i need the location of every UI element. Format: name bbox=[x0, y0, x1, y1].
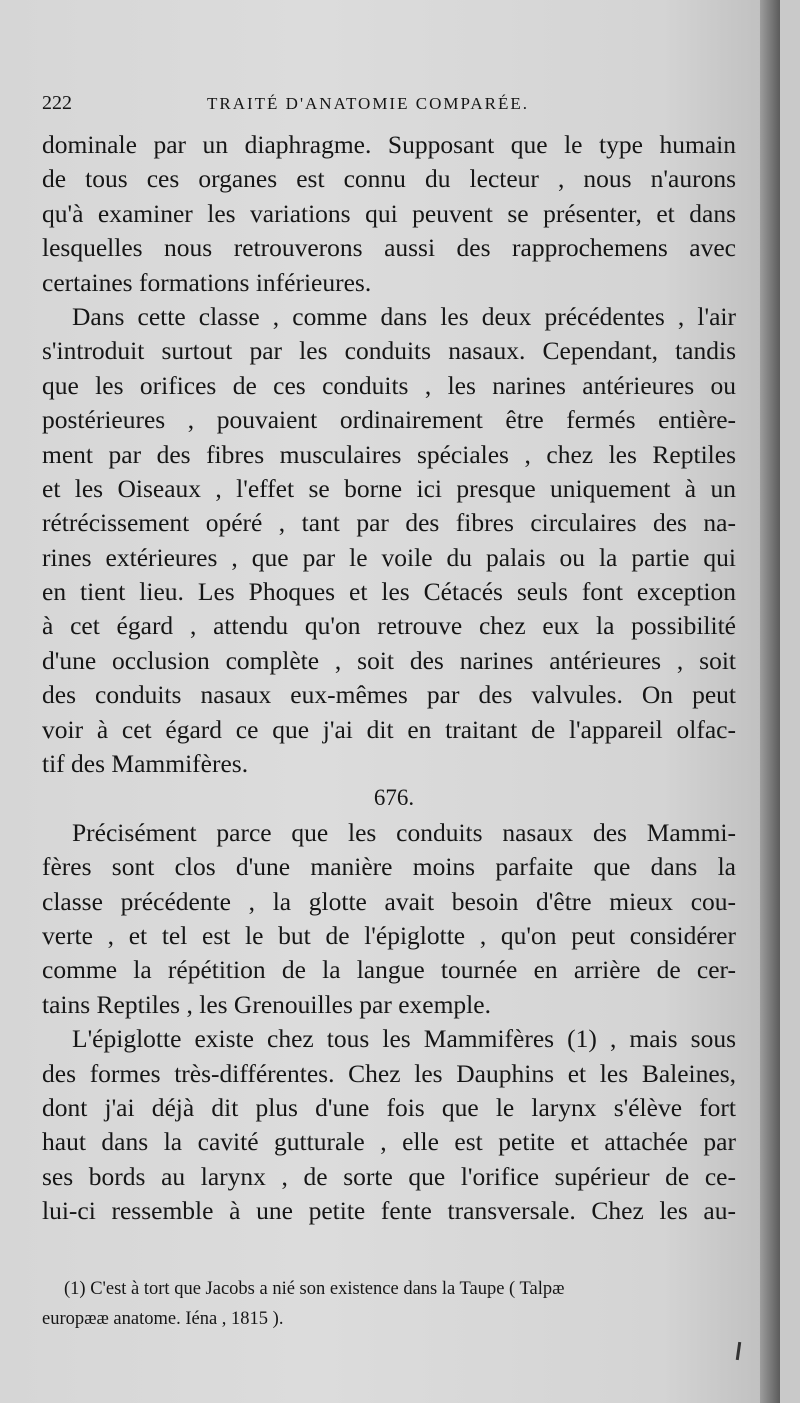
text-line: en tient lieu. Les Phoques et les Cétacés seuls font exception bbox=[42, 577, 736, 607]
text-line: des conduits nasaux eux-mêmes par des valvules. On peut bbox=[42, 680, 736, 710]
text-line: d'une occlusion complète , soit des narines antérieures , soit bbox=[42, 645, 736, 675]
text-line: ses bords au larynx , de sorte que l'orifice supérieur de ce- bbox=[42, 1161, 736, 1191]
text-line: qu'à examiner les variations qui peuvent se présenter, et dans bbox=[42, 198, 736, 228]
running-title: TRAITÉ D'ANATOMIE COMPARÉE. bbox=[207, 94, 529, 113]
text-line: rines extérieures , que par le voile du palais ou la partie qui bbox=[42, 542, 736, 572]
text-line: dont j'ai déjà dit plus d'une fois que le larynx s'élève fort bbox=[42, 1092, 736, 1122]
text-line: et les Oiseaux , l'effet se borne ici presque uniquement à un bbox=[42, 473, 736, 503]
text-line: L'épiglotte existe chez tous les Mammifères (1) , mais sous bbox=[72, 1024, 736, 1054]
footnote-line: (1) C'est à tort que Jacobs a nié son existence dans la Taupe ( Talpæ bbox=[64, 1278, 565, 1299]
text-line: des formes très-différentes. Chez les Dauphins et les Baleines, bbox=[42, 1058, 736, 1088]
paragraph-1 bbox=[42, 128, 736, 300]
text-line: que les orifices de ces conduits , les narines antérieures ou bbox=[42, 370, 736, 400]
paragraph-4 bbox=[42, 1022, 736, 1228]
text-line: comme la répétition de la langue tournée en arrière de cer- bbox=[42, 955, 736, 985]
paragraph-3 bbox=[42, 816, 736, 1022]
margin-mark bbox=[736, 1342, 741, 1360]
text-line: à cet égard , attendu qu'on retrouve chez eux la possibilité bbox=[42, 611, 736, 641]
page-header bbox=[42, 92, 736, 128]
text-line: classe précédente , la glotte avait besoin d'être mieux cou- bbox=[42, 886, 736, 916]
text-line: lesquelles nous retrouverons aussi des rapprochemens avec bbox=[42, 233, 736, 263]
text-line: de tous ces organes est connu du lecteur , nous n'aurons bbox=[42, 164, 736, 194]
page-edge-shadow bbox=[760, 0, 780, 1403]
text-line: tains Reptiles , les Grenouilles par exemple. bbox=[42, 989, 491, 1019]
text-line: lui-ci ressemble à une petite fente transversale. Chez les au- bbox=[42, 1196, 736, 1226]
text-line: tif des Mammifères. bbox=[42, 749, 249, 779]
text-line: Dans cette classe , comme dans les deux précédentes , l'air bbox=[72, 301, 736, 331]
page-number: 222 bbox=[42, 92, 72, 114]
text-line: certaines formations inférieures. bbox=[42, 267, 372, 297]
text-line: verte , et tel est le but de l'épiglotte , qu'on peut considérer bbox=[42, 920, 736, 950]
paragraph-2 bbox=[42, 300, 736, 781]
text-line: dominale par un diaphragme. Supposant que le type humain bbox=[42, 130, 736, 159]
text-line: rétrécissement opéré , tant par des fibres circulaires des na- bbox=[42, 508, 736, 538]
footnote-line: europææ anatome. Iéna , 1815 ). bbox=[42, 1308, 284, 1329]
text-line: postérieures , pouvaient ordinairement être fermés entière- bbox=[42, 405, 736, 435]
text-line: fères sont clos d'une manière moins parfaite que dans la bbox=[42, 852, 736, 882]
text-line: s'introduit surtout par les conduits nasaux. Cependant, tandis bbox=[42, 336, 736, 366]
footnote bbox=[42, 1274, 736, 1334]
text-line: Précisément parce que les conduits nasaux des Mammi- bbox=[72, 817, 736, 847]
text-line: haut dans la cavité gutturale , elle est petite et attachée par bbox=[42, 1127, 736, 1157]
section-number: 676. bbox=[373, 785, 415, 811]
footnote-gap bbox=[42, 1229, 736, 1274]
text-line: ment par des fibres musculaires spéciales , chez les Reptiles bbox=[42, 439, 736, 469]
text-line: voir à cet égard ce que j'ai dit en traitant de l'appareil olfac- bbox=[42, 714, 736, 744]
